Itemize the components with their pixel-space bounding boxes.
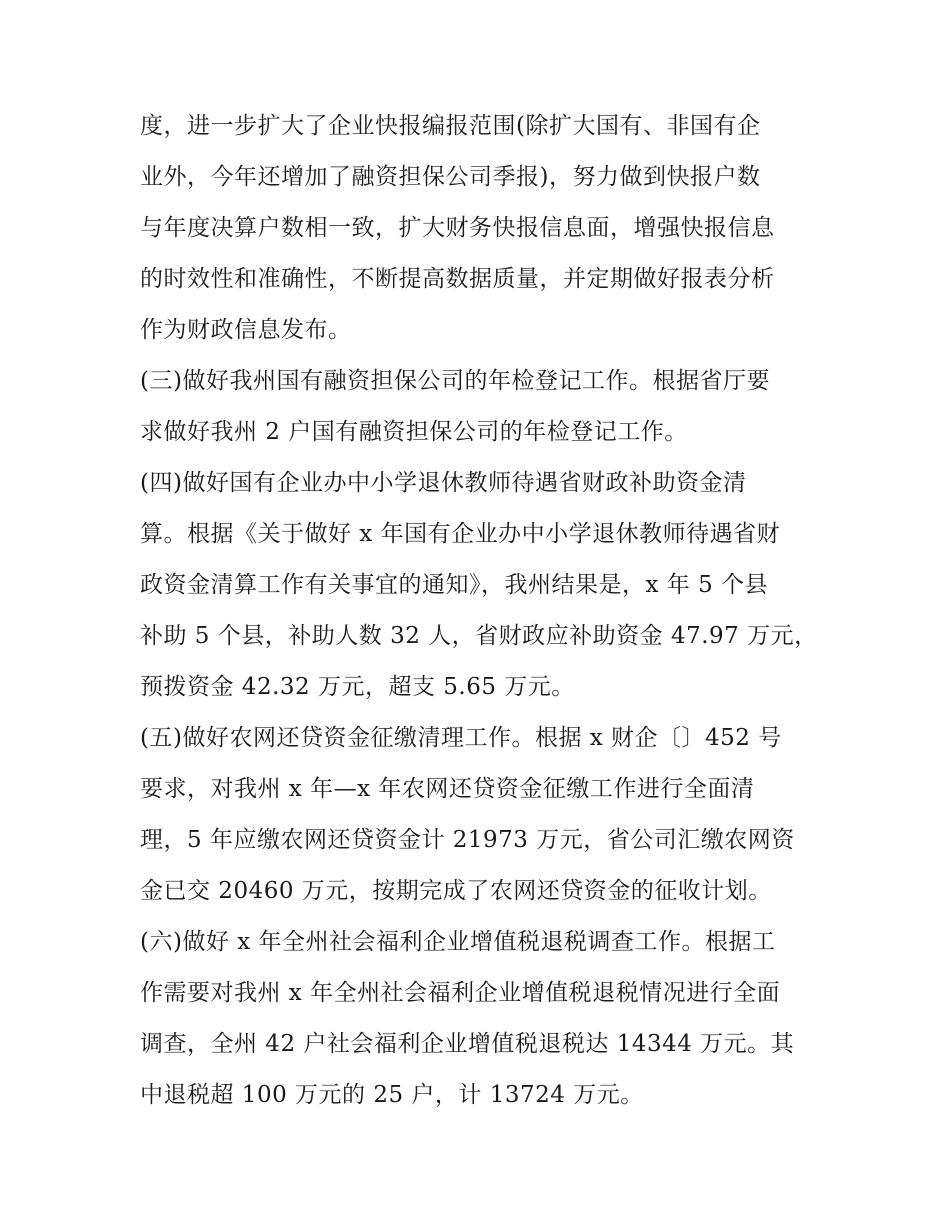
text-line: 度，进一步扩大了企业快报编报范围(除扩大国有、非国有企 (140, 113, 761, 139)
text-line: 要求，对我州 x 年—x 年农网还贷资金征缴工作进行全面清 (140, 776, 755, 802)
section-heading-line: (五)做好农网还贷资金征缴清理工作。根据 x 财企〔〕452 号 (140, 725, 782, 751)
text-line: 作为财政信息发布。 (140, 317, 352, 343)
text-line: 预拨资金 42.32 万元，超支 5.65 万元。 (140, 674, 575, 700)
text-line: 补助 5 个县，补助人数 32 人，省财政应补助资金 47.97 万元， (140, 623, 818, 649)
text-line: 金已交 20460 万元，按期完成了农网还贷资金的征收计划。 (140, 878, 772, 904)
section-heading-line: (三)做好我州国有融资担保公司的年检登记工作。根据省厅要 (140, 368, 770, 394)
text-line: 求做好我州 2 户国有融资担保公司的年检登记工作。 (140, 419, 688, 445)
text-line: 中退税超 100 万元的 25 户，计 13724 万元。 (140, 1082, 644, 1108)
text-line: 理，5 年应缴农网还贷资金计 21973 万元，省公司汇缴农网资 (140, 827, 795, 853)
text-line: 作需要对我州 x 年全州社会福利企业增值税退税情况进行全面 (140, 980, 781, 1006)
text-line: 算。根据《关于做好 x 年国有企业办中小学退休教师待遇省财 (140, 521, 781, 547)
text-line: 政资金清算工作有关事宜的通知》，我州结果是，x 年 5 个县 (140, 572, 769, 598)
text-line: 与年度决算户数相一致，扩大财务快报信息面，增强快报信息 (140, 215, 775, 241)
document-body (140, 101, 830, 1121)
text-line: 业外，今年还增加了融资担保公司季报)，努力做到快报户数 (140, 164, 761, 190)
section-heading-line: (四)做好国有企业办中小学退休教师待遇省财政补助资金清 (140, 470, 747, 496)
text-line: 调查，全州 42 户社会福利企业增值税退税达 14344 万元。其 (140, 1031, 795, 1057)
section-heading-line: (六)做好 x 年全州社会福利企业增值税退税调查工作。根据工 (140, 929, 776, 955)
text-line: 的时效性和准确性，不断提高数据质量，并定期做好报表分析 (140, 266, 775, 292)
